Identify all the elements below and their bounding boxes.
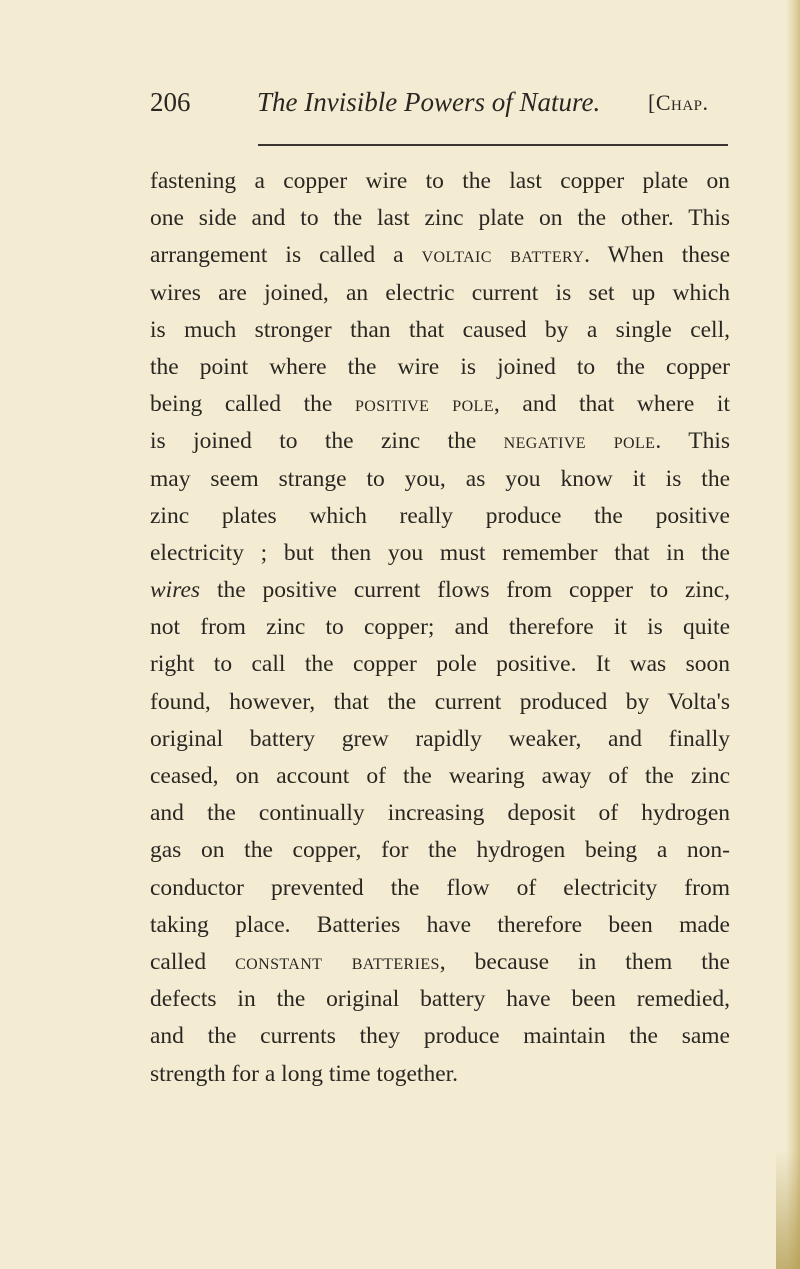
header-rule	[258, 144, 728, 146]
page-edge-shadow	[786, 0, 800, 1269]
text-line: conductor prevented the flow of electricity from	[150, 874, 730, 901]
page-number: 206	[150, 87, 191, 117]
emphasis-wires: wires	[150, 577, 201, 604]
text-line: is much stronger than that caused by a single cell,	[150, 316, 730, 343]
text-line: wires the positive current flows from copper to zinc,	[150, 577, 730, 604]
text-line: one side and to the last zinc plate on the other. This	[150, 205, 730, 232]
text-line: zinc plates which really produce the positive	[150, 502, 730, 529]
text-line: and the continually increasing deposit of hydrogen	[150, 800, 730, 827]
text-line: right to call the copper pole positive. It was soon	[150, 651, 730, 678]
running-title: The Invisible Powers of Nature.	[257, 87, 601, 117]
term-positive-pole: positive pole	[354, 391, 494, 418]
term-constant-batteries: constant batteries	[235, 948, 440, 975]
text-line: being called the positive pole, and that where it	[150, 391, 730, 418]
page-corner-stain	[776, 1149, 800, 1269]
text-line: found, however, that the current produced by Volta's	[150, 688, 730, 715]
text-line: and the currents they produce maintain the same	[150, 1023, 730, 1050]
chapter-label: [Chap.	[648, 90, 709, 115]
text-line: called constant batteries, because in them the	[150, 948, 730, 975]
text-line: taking place. Batteries have therefore been made	[150, 911, 730, 938]
text-line: may seem strange to you, as you know it is the	[150, 465, 730, 492]
text-line: wires are joined, an electric current is set up which	[150, 279, 730, 306]
term-negative-pole: negative pole	[503, 428, 656, 455]
text-line: ceased, on account of the wearing away of the zinc	[150, 763, 730, 789]
text-line: arrangement is called a voltaic battery. When these	[150, 242, 730, 269]
text-line: fastening a copper wire to the last copper plate on	[150, 168, 730, 194]
text-line: strength for a long time together.	[150, 1060, 459, 1087]
text-line: defects in the original battery have been remedied,	[150, 986, 730, 1013]
page-header	[150, 84, 730, 124]
body-text	[150, 163, 730, 1093]
text-line: electricity ; but then you must remember that in the	[150, 539, 730, 566]
text-line: not from zinc to copper; and therefore it is quite	[150, 614, 730, 641]
text-line: is joined to the zinc the negative pole. This	[150, 428, 730, 455]
text-line: original battery grew rapidly weaker, and finally	[150, 725, 730, 752]
term-voltaic-battery: voltaic battery	[421, 242, 585, 269]
text-line: the point where the wire is joined to the copper	[150, 353, 730, 380]
text-line: gas on the copper, for the hydrogen being a non-	[150, 837, 730, 864]
